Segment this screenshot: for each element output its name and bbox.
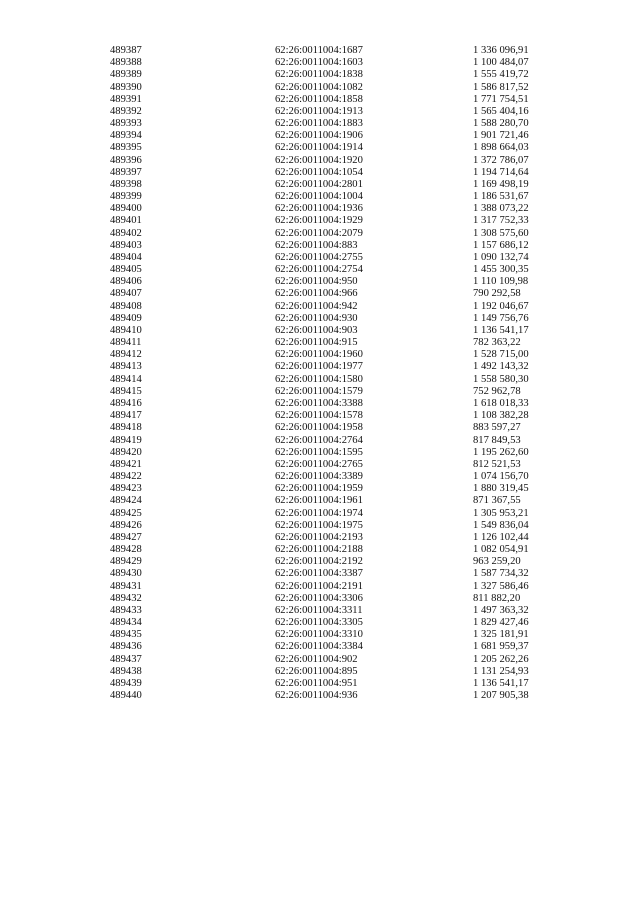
cadastral-value-cell: 1 880 319,45 (473, 483, 529, 495)
cadastral-value-cell: 1 194 714,64 (473, 166, 529, 178)
table-row (110, 130, 550, 142)
cadastral-number-cell: 62:26:0011004:1603 (275, 57, 363, 69)
table-row (110, 155, 550, 167)
table-row (110, 374, 550, 386)
cadastral-value-cell: 1 074 156,70 (473, 471, 529, 483)
cadastral-value-cell: 1 157 686,12 (473, 239, 529, 251)
cadastral-value-cell: 871 367,55 (473, 495, 521, 507)
record-number-cell: 489405 (110, 264, 142, 276)
cadastral-value-cell: 1 090 132,74 (473, 251, 529, 263)
cadastral-value-cell: 1 549 836,04 (473, 519, 529, 531)
table-row (110, 386, 550, 398)
cadastral-value-cell: 1 305 953,21 (473, 507, 529, 519)
cadastral-number-cell: 62:26:0011004:2764 (275, 434, 363, 446)
cadastral-value-cell: 1 588 280,70 (473, 118, 529, 130)
cadastral-value-cell: 782 363,22 (473, 337, 521, 349)
table-row (110, 361, 550, 373)
table-row (110, 167, 550, 179)
cadastral-number-cell: 62:26:0011004:1961 (275, 495, 363, 507)
record-number-cell: 489414 (110, 373, 142, 385)
cadastral-value-cell: 1 327 586,46 (473, 580, 529, 592)
cadastral-number-cell: 62:26:0011004:915 (275, 337, 358, 349)
table-row (110, 313, 550, 325)
table-row (110, 435, 550, 447)
record-number-cell: 489430 (110, 568, 142, 580)
table-row (110, 301, 550, 313)
record-number-cell: 489428 (110, 544, 142, 556)
cadastral-value-cell: 790 292,58 (473, 288, 521, 300)
cadastral-number-cell: 62:26:0011004:2192 (275, 556, 363, 568)
table-row (110, 666, 550, 678)
cadastral-value-cell: 812 521,53 (473, 458, 521, 470)
record-number-cell: 489391 (110, 93, 142, 105)
record-number-cell: 489407 (110, 288, 142, 300)
cadastral-value-cell: 811 882,20 (473, 592, 521, 604)
cadastral-value-cell: 1 325 181,91 (473, 629, 529, 641)
record-number-cell: 489433 (110, 604, 142, 616)
table-row (110, 82, 550, 94)
cadastral-number-cell: 62:26:0011004:3310 (275, 629, 363, 641)
table-row (110, 471, 550, 483)
cadastral-number-cell: 62:26:0011004:936 (275, 690, 358, 702)
table-row (110, 629, 550, 641)
cadastral-value-cell: 1 388 073,22 (473, 203, 529, 215)
cadastral-number-cell: 62:26:0011004:1977 (275, 361, 363, 373)
record-number-cell: 489432 (110, 592, 142, 604)
table-row (110, 532, 550, 544)
table-row (110, 106, 550, 118)
cadastral-number-cell: 62:26:0011004:942 (275, 300, 358, 312)
record-number-cell: 489403 (110, 239, 142, 251)
cadastral-value-cell: 1 169 498,19 (473, 178, 529, 190)
cadastral-number-cell: 62:26:0011004:3388 (275, 397, 363, 409)
cadastral-number-cell: 62:26:0011004:1054 (275, 166, 363, 178)
cadastral-value-cell: 1 497 363,32 (473, 604, 529, 616)
cadastral-value-cell: 1 587 734,32 (473, 568, 529, 580)
record-number-cell: 489388 (110, 57, 142, 69)
table-row (110, 215, 550, 227)
record-number-cell: 489401 (110, 215, 142, 227)
table-row (110, 520, 550, 532)
record-number-cell: 489431 (110, 580, 142, 592)
table-row (110, 495, 550, 507)
cadastral-value-cell: 1 555 419,72 (473, 69, 529, 81)
cadastral-number-cell: 62:26:0011004:3305 (275, 617, 363, 629)
record-number-cell: 489404 (110, 251, 142, 263)
cadastral-number-cell: 62:26:0011004:1838 (275, 69, 363, 81)
record-number-cell: 489398 (110, 178, 142, 190)
cadastral-number-cell: 62:26:0011004:1974 (275, 507, 363, 519)
cadastral-value-cell: 1 565 404,16 (473, 105, 529, 117)
table-row (110, 678, 550, 690)
record-number-cell: 489422 (110, 471, 142, 483)
cadastral-value-cell: 1 771 754,51 (473, 93, 529, 105)
cadastral-value-cell: 1 681 959,37 (473, 641, 529, 653)
cadastral-number-cell: 62:26:0011004:2755 (275, 251, 363, 263)
record-number-cell: 489437 (110, 653, 142, 665)
cadastral-number-cell: 62:26:0011004:1906 (275, 130, 363, 142)
cadastral-value-cell: 1 110 109,98 (473, 276, 529, 288)
cadastral-value-cell: 883 597,27 (473, 422, 521, 434)
cadastral-number-cell: 62:26:0011004:1920 (275, 154, 363, 166)
record-number-cell: 489395 (110, 142, 142, 154)
cadastral-number-cell: 62:26:0011004:930 (275, 312, 358, 324)
table-row (110, 288, 550, 300)
cadastral-value-cell: 1 108 382,28 (473, 410, 529, 422)
record-number-cell: 489394 (110, 130, 142, 142)
cadastral-value-cell: 963 259,20 (473, 556, 521, 568)
cadastral-number-cell: 62:26:0011004:3306 (275, 592, 363, 604)
table-row (110, 422, 550, 434)
cadastral-number-cell: 62:26:0011004:951 (275, 677, 358, 689)
record-number-cell: 489408 (110, 300, 142, 312)
cadastral-number-cell: 62:26:0011004:903 (275, 324, 358, 336)
cadastral-value-cell: 1 136 541,17 (473, 677, 529, 689)
table-row (110, 57, 550, 69)
table-row (110, 593, 550, 605)
record-number-cell: 489387 (110, 45, 142, 56)
cadastral-value-cell: 1 528 715,00 (473, 349, 529, 361)
cadastral-number-cell: 62:26:0011004:1580 (275, 373, 363, 385)
cadastral-value-cell: 1 586 817,52 (473, 81, 529, 93)
record-number-cell: 489429 (110, 556, 142, 568)
table-row (110, 508, 550, 520)
record-number-cell: 489399 (110, 191, 142, 203)
table-row (110, 142, 550, 154)
table-row (110, 556, 550, 568)
record-number-cell: 489426 (110, 519, 142, 531)
cadastral-number-cell: 62:26:0011004:3389 (275, 471, 363, 483)
cadastral-number-cell: 62:26:0011004:3311 (275, 604, 363, 616)
table-row (110, 203, 550, 215)
table-row (110, 654, 550, 666)
cadastral-number-cell: 62:26:0011004:1958 (275, 422, 363, 434)
record-number-cell: 489400 (110, 203, 142, 215)
record-number-cell: 489423 (110, 483, 142, 495)
record-number-cell: 489410 (110, 324, 142, 336)
cadastral-number-cell: 62:26:0011004:1936 (275, 203, 363, 215)
cadastral-number-cell: 62:26:0011004:1579 (275, 385, 363, 397)
cadastral-number-cell: 62:26:0011004:1082 (275, 81, 363, 93)
record-number-cell: 489411 (110, 337, 142, 349)
table-row (110, 118, 550, 130)
cadastral-number-cell: 62:26:0011004:2188 (275, 544, 363, 556)
cadastral-value-cell: 1 901 721,46 (473, 130, 529, 142)
cadastral-number-cell: 62:26:0011004:902 (275, 653, 358, 665)
record-number-cell: 489427 (110, 531, 142, 543)
cadastral-value-cell: 1 558 580,30 (473, 373, 529, 385)
record-number-cell: 489424 (110, 495, 142, 507)
table-row (110, 349, 550, 361)
record-number-cell: 489418 (110, 422, 142, 434)
cadastral-number-cell: 62:26:0011004:2193 (275, 531, 363, 543)
record-number-cell: 489413 (110, 361, 142, 373)
cadastral-value-cell: 1 492 143,32 (473, 361, 529, 373)
table-row (110, 69, 550, 81)
cadastral-value-cell: 1 205 262,26 (473, 653, 529, 665)
cadastral-value-cell: 1 455 300,35 (473, 264, 529, 276)
table-row (110, 617, 550, 629)
cadastral-value-cell: 1 195 262,60 (473, 446, 529, 458)
table-row (110, 581, 550, 593)
cadastral-value-cell: 1 100 484,07 (473, 57, 529, 69)
cadastral-value-cell: 1 308 575,60 (473, 227, 529, 239)
table-row (110, 325, 550, 337)
cadastral-number-cell: 62:26:0011004:1004 (275, 191, 363, 203)
record-number-cell: 489389 (110, 69, 142, 81)
cadastral-value-cell: 1 126 102,44 (473, 531, 529, 543)
record-number-cell: 489440 (110, 690, 142, 702)
record-number-cell: 489412 (110, 349, 142, 361)
cadastral-number-cell: 62:26:0011004:2191 (275, 580, 363, 592)
cadastral-number-cell: 62:26:0011004:2079 (275, 227, 363, 239)
cadastral-number-cell: 62:26:0011004:1687 (275, 45, 363, 56)
record-number-cell: 489425 (110, 507, 142, 519)
cadastral-number-cell: 62:26:0011004:895 (275, 665, 358, 677)
record-number-cell: 489390 (110, 81, 142, 93)
table-row (110, 447, 550, 459)
cadastral-value-cell: 1 372 786,07 (473, 154, 529, 166)
cadastral-value-cell: 1 149 756,76 (473, 312, 529, 324)
record-number-cell: 489393 (110, 118, 142, 130)
table-row (110, 398, 550, 410)
table-row (110, 94, 550, 106)
record-number-cell: 489434 (110, 617, 142, 629)
record-number-cell: 489438 (110, 665, 142, 677)
cadastral-number-cell: 62:26:0011004:1883 (275, 118, 363, 130)
cadastral-number-cell: 62:26:0011004:1960 (275, 349, 363, 361)
table-row (110, 45, 550, 57)
cadastral-number-cell: 62:26:0011004:2801 (275, 178, 363, 190)
cadastral-value-cell: 1 618 018,33 (473, 397, 529, 409)
cadastral-number-cell: 62:26:0011004:2765 (275, 458, 363, 470)
cadastral-number-cell: 62:26:0011004:883 (275, 239, 358, 251)
table-row (110, 690, 550, 702)
cadastral-value-cell: 1 131 254,93 (473, 665, 529, 677)
cadastral-number-cell: 62:26:0011004:1975 (275, 519, 363, 531)
table-row (110, 191, 550, 203)
cadastral-value-cell: 1 898 664,03 (473, 142, 529, 154)
cadastral-number-cell: 62:26:0011004:2754 (275, 264, 363, 276)
table-row (110, 240, 550, 252)
cadastral-value-cell: 1 192 046,67 (473, 300, 529, 312)
cadastral-value-cell: 817 849,53 (473, 434, 521, 446)
cadastral-number-cell: 62:26:0011004:3387 (275, 568, 363, 580)
record-number-cell: 489409 (110, 312, 142, 324)
cadastral-number-cell: 62:26:0011004:1959 (275, 483, 363, 495)
cadastral-value-cell: 1 186 531,67 (473, 191, 529, 203)
table-row (110, 605, 550, 617)
cadastral-value-cell: 752 962,78 (473, 385, 521, 397)
cadastral-value-cell: 1 082 054,91 (473, 544, 529, 556)
cadastral-value-cell: 1 829 427,46 (473, 617, 529, 629)
cadastral-number-cell: 62:26:0011004:1858 (275, 93, 363, 105)
cadastral-number-cell: 62:26:0011004:1929 (275, 215, 363, 227)
cadastral-value-cell: 1 336 096,91 (473, 45, 529, 56)
record-number-cell: 489396 (110, 154, 142, 166)
cadastral-number-cell: 62:26:0011004:1913 (275, 105, 363, 117)
table-row (110, 483, 550, 495)
cadastral-number-cell: 62:26:0011004:1914 (275, 142, 363, 154)
table-row (110, 410, 550, 422)
record-number-cell: 489402 (110, 227, 142, 239)
cadastral-number-cell: 62:26:0011004:3384 (275, 641, 363, 653)
record-number-cell: 489415 (110, 385, 142, 397)
table-row (110, 264, 550, 276)
record-number-cell: 489421 (110, 458, 142, 470)
table-row (110, 641, 550, 653)
record-number-cell: 489439 (110, 677, 142, 689)
cadastral-number-cell: 62:26:0011004:1578 (275, 410, 363, 422)
table-row (110, 337, 550, 349)
record-number-cell: 489417 (110, 410, 142, 422)
record-number-cell: 489435 (110, 629, 142, 641)
table-row (110, 459, 550, 471)
table-row (110, 276, 550, 288)
table-row (110, 228, 550, 240)
cadastral-number-cell: 62:26:0011004:1595 (275, 446, 363, 458)
record-number-cell: 489392 (110, 105, 142, 117)
record-number-cell: 489397 (110, 166, 142, 178)
cadastral-value-cell: 1 207 905,38 (473, 690, 529, 702)
cadastral-value-cell: 1 136 541,17 (473, 324, 529, 336)
table-row (110, 252, 550, 264)
table-row (110, 568, 550, 580)
table-row (110, 544, 550, 556)
cadastral-value-cell: 1 317 752,33 (473, 215, 529, 227)
record-number-cell: 489436 (110, 641, 142, 653)
cadastral-value-table (110, 45, 550, 702)
record-number-cell: 489420 (110, 446, 142, 458)
cadastral-number-cell: 62:26:0011004:950 (275, 276, 358, 288)
cadastral-number-cell: 62:26:0011004:966 (275, 288, 358, 300)
table-row (110, 179, 550, 191)
record-number-cell: 489419 (110, 434, 142, 446)
record-number-cell: 489416 (110, 397, 142, 409)
table-body (110, 45, 550, 702)
record-number-cell: 489406 (110, 276, 142, 288)
